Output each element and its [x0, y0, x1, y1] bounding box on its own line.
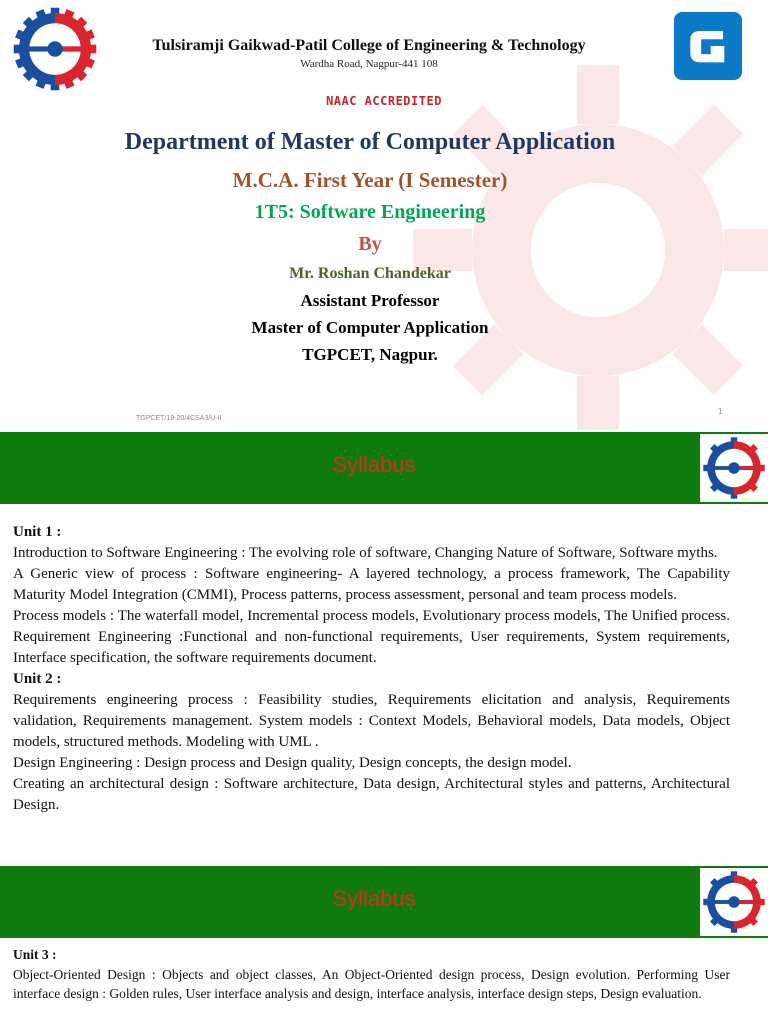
author-institute: TGPCET, Nagpur.: [302, 345, 438, 364]
syllabus-title: Syllabus: [332, 886, 416, 911]
syllabus-paragraph: Introduction to Software Engineering : The evolving role of software, Changing Nature of Software, Software myths.: [13, 545, 718, 561]
author-designation: Assistant Professor: [300, 291, 440, 310]
syllabus-unit1-2-content: [13, 522, 730, 816]
naac-accreditation: NAAC ACCREDITED: [326, 94, 442, 108]
course-title: 1T5: Software Engineering: [254, 201, 486, 223]
syllabus-paragraph: Requirements engineering process : Feasibility studies, Requirements elicitation and analysis, Requirements validation, Requirements management. System models : Context Models, Behavioral models, Data models, Object models, structured methods. Modeling with UML .: [13, 692, 730, 750]
syllabus-unit3-content: [13, 945, 730, 1004]
college-address: Wardha Road, Nagpur-441 108: [300, 58, 438, 70]
college-name: Tulsiramji Gaikwad-Patil College of Engineering & Technology: [152, 37, 586, 54]
by-label: By: [358, 233, 382, 255]
syllabus-paragraph: Process models : The waterfall model, Incremental process models, Evolutionary process models, The Unified process. Requirement Engineering :Functional and non-functional requirements, User requirements, System requirements, Interface specification, the software requirements document.: [13, 608, 730, 666]
syllabus-title: Syllabus: [332, 452, 416, 477]
syllabus-header-bar: [0, 866, 768, 938]
syllabus-paragraph: Creating an architectural design : Software architecture, Data design, Architectural styles and patterns, Architectural Design.: [13, 776, 730, 813]
syllabus-header-bar: [0, 432, 768, 504]
footer-code: TGPCET/19-20/4CSA3/U-II: [136, 415, 222, 422]
unit-heading: Unit 3 :: [13, 947, 57, 962]
author-name: Mr. Roshan Chandekar: [289, 265, 451, 282]
unit-heading: Unit 1 :: [13, 524, 62, 540]
college-gear-logo-icon: [700, 868, 768, 936]
program-title: M.C.A. First Year (I Semester): [232, 168, 508, 192]
author-department: Master of Computer Application: [251, 318, 489, 337]
g-logo-icon: [674, 10, 742, 82]
syllabus-paragraph: A Generic view of process : Software engineering- A layered technology, a process framework, The Capability Maturity Model Integration (CMMI), Process patterns, process assessment, personal and team process models.: [13, 566, 730, 603]
unit-heading: Unit 2 :: [13, 671, 62, 687]
title-slide: [0, 0, 768, 430]
syllabus-paragraph: Object-Oriented Design : Objects and object classes, An Object-Oriented design process, Design evolution. Performing User interface design : Golden rules, User interface analysis and design, interface analysis, interface design steps, Design evaluation.: [13, 966, 730, 1001]
page-number: 1: [718, 407, 723, 416]
department-title: Department of Master of Computer Application: [124, 129, 616, 155]
college-gear-logo-icon: [700, 434, 768, 502]
college-gear-logo-icon: [12, 6, 98, 92]
syllabus-paragraph: Design Engineering : Design process and Design quality, Design concepts, the design model.: [13, 755, 572, 771]
